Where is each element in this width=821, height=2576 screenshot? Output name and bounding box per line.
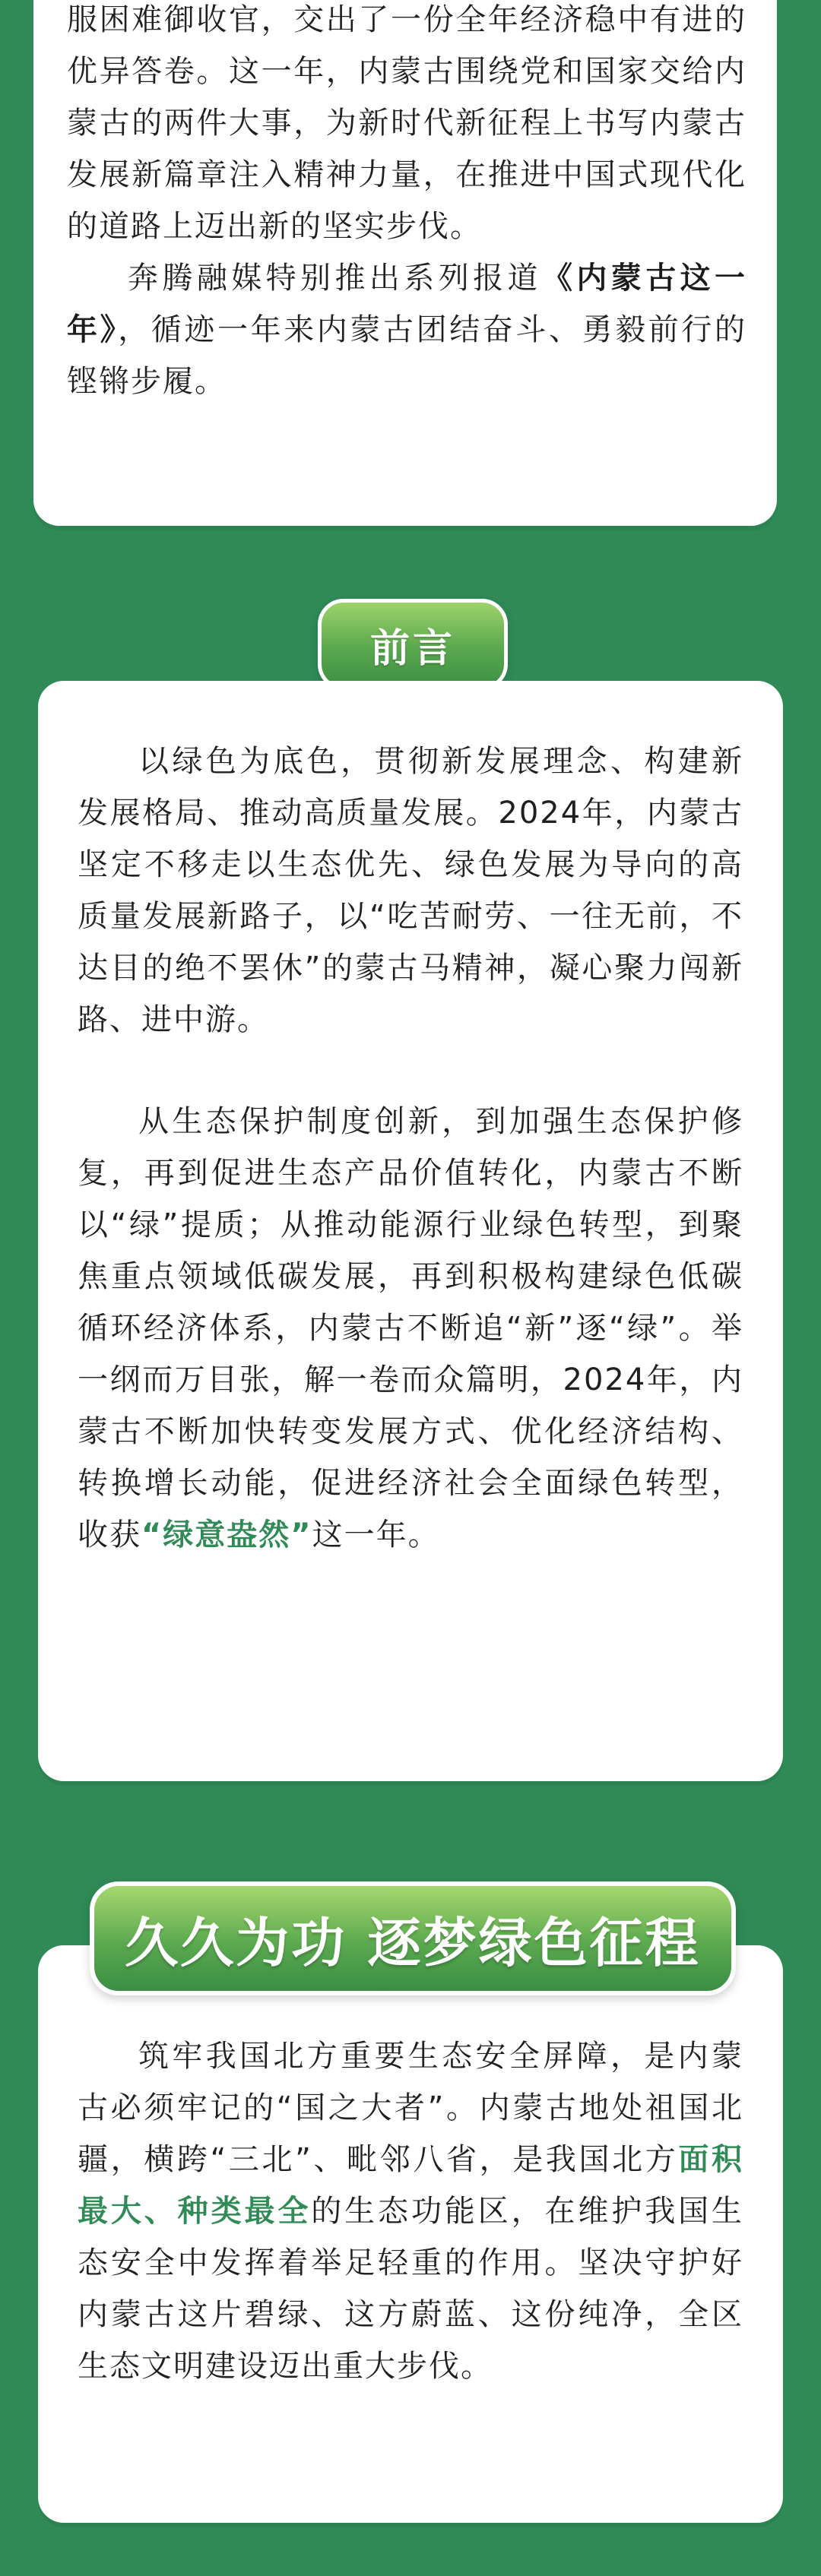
intro-paragraph-2: 奔腾融媒特别推出系列报道《内蒙古这一年》，循迹一年来内蒙古团结奋斗、勇毅前行的铿锵步履。	[67, 261, 747, 399]
preface-label	[318, 599, 508, 690]
preface-paragraph-1: 以绿色为底色，贯彻新发展理念、构建新发展格局、推动高质量发展。2024年，内蒙古坚定不移走以生态优先、绿色发展为导向的高质量发展新路子，以“吃苦耐劳、一往无前，不达目的绝不罢休”的蒙古马精神，凝心聚力闯新路、进中游。	[78, 744, 743, 1037]
preface-card	[38, 681, 783, 1781]
section-title-banner	[90, 1881, 736, 1995]
section-title: 久久为功 逐梦绿色征程	[125, 1911, 701, 1974]
preface-label-text: 前言	[369, 625, 455, 672]
series-title: 《内蒙古这一年》	[67, 261, 747, 347]
highlight-area: 面积最大、种类最全	[78, 2142, 744, 2229]
highlight-lvyi: “绿意盎然”	[141, 1517, 312, 1552]
section-card	[38, 1945, 783, 2523]
intro-paragraph-1: 服困难御收官，交出了一份全年经济稳中有进的优异答卷。这一年，内蒙古围绕党和国家交给内蒙古的两件大事，为新时代新征程上书写内蒙古发展新篇章注入精神力量，在推进中国式现代化的道路上迈出新的坚实步伐。	[67, 2, 747, 244]
preface-paragraph-2: 从生态保护制度创新，到加强生态保护修复，再到促进生态产品价值转化，内蒙古不断以“绿”提质；从推动能源行业绿色转型，到聚焦重点领域低碳发展，再到积极构建绿色低碳循环经济体系，内蒙古不断追“新”逐“绿”。举一纲而万目张，解一卷而众篇明，2024年，内蒙古不断加快转变发展方式、优化经济结构、转换增长动能，促进经济社会全面绿色转型，收获“绿意盎然”这一年。	[78, 1104, 743, 1552]
intro-card	[33, 0, 777, 526]
section-paragraph-1: 筑牢我国北方重要生态安全屏障，是内蒙古必须牢记的“国之大者”。内蒙古地处祖国北疆，横跨“三北”、毗邻八省，是我国北方面积最大、种类最全的生态功能区，在维护我国生态安全中发挥着举足轻重的作用。坚决守护好内蒙古这片碧绿、这方蔚蓝、这份纯净，全区生态文明建设迈出重大步伐。	[78, 2039, 744, 2384]
